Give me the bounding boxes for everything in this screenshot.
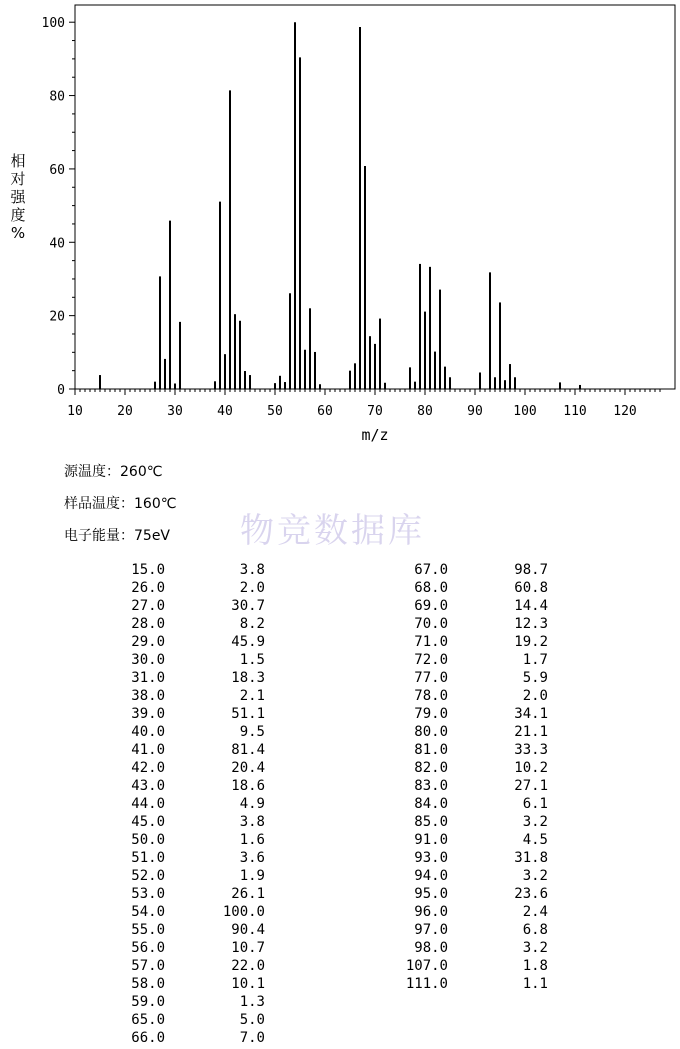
peak-row xyxy=(378,921,548,939)
peak-intensity: 1.9 xyxy=(239,868,265,884)
peak-intensity: 3.8 xyxy=(239,562,265,578)
sample-temperature: 样品温度：160℃ xyxy=(64,496,177,512)
peak-mz: 30.0 xyxy=(131,652,165,668)
peak-intensity: 2.0 xyxy=(239,580,265,596)
peak-row xyxy=(378,687,548,705)
peak-table-right xyxy=(378,561,548,993)
peak-row xyxy=(378,885,548,903)
peak-row xyxy=(95,759,265,777)
peak-mz: 26.0 xyxy=(131,580,165,596)
peak-row xyxy=(95,579,265,597)
y-axis-label-char: 强 xyxy=(10,188,26,206)
peak-row xyxy=(378,723,548,741)
peak-mz: 41.0 xyxy=(131,742,165,758)
peak-row xyxy=(95,615,265,633)
peak-row xyxy=(95,705,265,723)
peak-intensity: 10.7 xyxy=(231,940,265,956)
peak-row xyxy=(95,813,265,831)
peak-row xyxy=(378,579,548,597)
peak-intensity: 6.1 xyxy=(522,796,548,812)
peak-intensity: 3.8 xyxy=(239,814,265,830)
y-tick-label: 80 xyxy=(49,89,65,105)
peak-intensity: 51.1 xyxy=(231,706,265,722)
peak-intensity: 2.1 xyxy=(239,688,265,704)
peak-mz: 15.0 xyxy=(131,562,165,578)
peak-row xyxy=(378,777,548,795)
x-axis-label: m/z xyxy=(361,426,389,444)
peak-mz: 44.0 xyxy=(131,796,165,812)
peak-row xyxy=(95,651,265,669)
peak-mz: 80.0 xyxy=(414,724,448,740)
x-tick-label: 10 xyxy=(67,404,83,419)
y-axis-label xyxy=(8,152,28,242)
x-tick-label: 70 xyxy=(367,404,383,419)
peak-intensity: 2.0 xyxy=(522,688,548,704)
peak-intensity: 14.4 xyxy=(514,598,548,614)
peak-row xyxy=(378,597,548,615)
peak-mz: 55.0 xyxy=(131,922,165,938)
peak-row xyxy=(95,957,265,975)
peak-row xyxy=(378,975,548,993)
peak-row xyxy=(95,561,265,579)
peak-row xyxy=(95,723,265,741)
peak-mz: 40.0 xyxy=(131,724,165,740)
peak-mz: 59.0 xyxy=(131,994,165,1010)
y-tick-label: 20 xyxy=(49,309,65,325)
peak-row xyxy=(95,867,265,885)
peak-mz: 51.0 xyxy=(131,850,165,866)
peak-intensity: 3.6 xyxy=(239,850,265,866)
peak-row xyxy=(95,885,265,903)
peak-mz: 28.0 xyxy=(131,616,165,632)
peak-mz: 31.0 xyxy=(131,670,165,686)
peak-row xyxy=(378,849,548,867)
peak-intensity: 8.2 xyxy=(239,616,265,632)
peak-mz: 56.0 xyxy=(131,940,165,956)
peak-mz: 107.0 xyxy=(405,958,448,974)
peak-row xyxy=(95,975,265,993)
peak-mz: 91.0 xyxy=(414,832,448,848)
x-tick-label: 30 xyxy=(167,404,183,419)
y-axis-label-char: 相 xyxy=(10,152,26,170)
peak-row xyxy=(95,741,265,759)
peak-intensity: 1.7 xyxy=(522,652,548,668)
peak-mz: 84.0 xyxy=(414,796,448,812)
y-axis-label-char: 度 xyxy=(10,206,26,224)
peak-mz: 81.0 xyxy=(414,742,448,758)
peak-intensity: 20.4 xyxy=(231,760,265,776)
peak-mz: 58.0 xyxy=(131,976,165,992)
x-tick-label: 50 xyxy=(267,404,283,419)
y-axis-label-char: % xyxy=(10,224,26,242)
peak-mz: 52.0 xyxy=(131,868,165,884)
electron-energy: 电子能量：75eV xyxy=(64,528,171,544)
peak-row xyxy=(95,849,265,867)
watermark: 物竞数据库 xyxy=(240,511,425,551)
peak-intensity: 2.4 xyxy=(522,904,548,920)
peak-mz: 95.0 xyxy=(414,886,448,902)
peak-row xyxy=(95,939,265,957)
peak-mz: 111.0 xyxy=(405,976,448,992)
peak-mz: 29.0 xyxy=(131,634,165,650)
peak-row xyxy=(95,921,265,939)
peak-row xyxy=(378,867,548,885)
peak-intensity: 4.9 xyxy=(239,796,265,812)
peak-intensity: 1.8 xyxy=(522,958,548,974)
peak-row xyxy=(378,939,548,957)
x-tick-label: 20 xyxy=(117,404,133,419)
peak-row xyxy=(378,957,548,975)
peak-intensity: 6.8 xyxy=(522,922,548,938)
peak-intensity: 3.2 xyxy=(522,814,548,830)
peak-mz: 70.0 xyxy=(414,616,448,632)
peak-mz: 43.0 xyxy=(131,778,165,794)
peak-row xyxy=(378,651,548,669)
peak-row xyxy=(95,597,265,615)
peak-mz: 83.0 xyxy=(414,778,448,794)
peak-intensity: 30.7 xyxy=(231,598,265,614)
peak-intensity: 10.2 xyxy=(514,760,548,776)
peak-row xyxy=(95,669,265,687)
peak-mz: 72.0 xyxy=(414,652,448,668)
peak-intensity: 90.4 xyxy=(231,922,265,938)
peak-row xyxy=(378,633,548,651)
plot-frame xyxy=(75,5,675,389)
peak-row xyxy=(378,813,548,831)
peak-row xyxy=(95,687,265,705)
mass-spectrum-chart xyxy=(0,0,680,420)
peak-intensity: 98.7 xyxy=(514,562,548,578)
peak-row xyxy=(378,615,548,633)
peak-row xyxy=(378,903,548,921)
peak-mz: 66.0 xyxy=(131,1030,165,1046)
peak-mz: 82.0 xyxy=(414,760,448,776)
peak-intensity: 1.1 xyxy=(522,976,548,992)
peak-row xyxy=(95,633,265,651)
peak-intensity: 7.0 xyxy=(239,1030,265,1046)
peak-mz: 93.0 xyxy=(414,850,448,866)
peak-intensity: 1.6 xyxy=(239,832,265,848)
peak-row xyxy=(95,1029,265,1047)
peak-intensity: 23.6 xyxy=(514,886,548,902)
peak-mz: 27.0 xyxy=(131,598,165,614)
peak-mz: 77.0 xyxy=(414,670,448,686)
x-tick-label: 120 xyxy=(613,404,637,419)
peak-intensity: 81.4 xyxy=(231,742,265,758)
peak-mz: 71.0 xyxy=(414,634,448,650)
peak-mz: 79.0 xyxy=(414,706,448,722)
peak-mz: 97.0 xyxy=(414,922,448,938)
peak-intensity: 1.5 xyxy=(239,652,265,668)
peak-mz: 94.0 xyxy=(414,868,448,884)
peak-mz: 50.0 xyxy=(131,832,165,848)
peak-intensity: 60.8 xyxy=(514,580,548,596)
peak-intensity: 12.3 xyxy=(514,616,548,632)
peak-row xyxy=(378,669,548,687)
peak-mz: 57.0 xyxy=(131,958,165,974)
peak-intensity: 4.5 xyxy=(522,832,548,848)
peak-row xyxy=(95,903,265,921)
peak-row xyxy=(378,705,548,723)
peak-mz: 67.0 xyxy=(414,562,448,578)
peak-intensity: 18.6 xyxy=(231,778,265,794)
peak-row xyxy=(95,1011,265,1029)
peak-intensity: 34.1 xyxy=(514,706,548,722)
peak-intensity: 3.2 xyxy=(522,940,548,956)
peak-mz: 38.0 xyxy=(131,688,165,704)
peak-intensity: 5.9 xyxy=(522,670,548,686)
x-tick-label: 100 xyxy=(513,404,537,419)
peak-mz: 53.0 xyxy=(131,886,165,902)
x-tick-label: 60 xyxy=(317,404,333,419)
peak-mz: 78.0 xyxy=(414,688,448,704)
y-tick-label: 0 xyxy=(57,383,65,398)
peak-intensity: 3.2 xyxy=(522,868,548,884)
peak-intensity: 10.1 xyxy=(231,976,265,992)
peak-table-left xyxy=(95,561,265,1047)
peak-row xyxy=(378,759,548,777)
peak-intensity: 100.0 xyxy=(222,904,265,920)
peak-intensity: 31.8 xyxy=(514,850,548,866)
x-tick-label: 80 xyxy=(417,404,433,419)
y-tick-label: 100 xyxy=(41,16,65,32)
x-tick-label: 110 xyxy=(563,404,587,419)
peak-intensity: 21.1 xyxy=(514,724,548,740)
peak-mz: 54.0 xyxy=(131,904,165,920)
peak-intensity: 5.0 xyxy=(239,1012,265,1028)
peak-row xyxy=(378,831,548,849)
y-tick-label: 60 xyxy=(49,162,65,178)
peak-row xyxy=(378,795,548,813)
peak-intensity: 22.0 xyxy=(231,958,265,974)
peak-row xyxy=(378,561,548,579)
peak-mz: 68.0 xyxy=(414,580,448,596)
peak-row xyxy=(95,795,265,813)
peak-intensity: 18.3 xyxy=(231,670,265,686)
peak-intensity: 33.3 xyxy=(514,742,548,758)
peak-intensity: 45.9 xyxy=(231,634,265,650)
peak-row xyxy=(95,777,265,795)
peak-mz: 65.0 xyxy=(131,1012,165,1028)
peak-mz: 45.0 xyxy=(131,814,165,830)
peak-mz: 42.0 xyxy=(131,760,165,776)
peak-row xyxy=(95,831,265,849)
y-tick-label: 40 xyxy=(49,236,65,252)
peak-intensity: 1.3 xyxy=(239,994,265,1010)
peak-mz: 85.0 xyxy=(414,814,448,830)
peak-mz: 96.0 xyxy=(414,904,448,920)
source-temperature: 源温度：260℃ xyxy=(64,464,163,480)
peak-mz: 39.0 xyxy=(131,706,165,722)
y-axis-label-char: 对 xyxy=(10,170,26,188)
peak-row xyxy=(378,741,548,759)
x-tick-label: 90 xyxy=(467,404,483,419)
peak-mz: 69.0 xyxy=(414,598,448,614)
peak-intensity: 9.5 xyxy=(239,724,265,740)
x-tick-label: 40 xyxy=(217,404,233,419)
peak-intensity: 26.1 xyxy=(231,886,265,902)
peak-intensity: 27.1 xyxy=(514,778,548,794)
peak-mz: 98.0 xyxy=(414,940,448,956)
peak-row xyxy=(95,993,265,1011)
peak-intensity: 19.2 xyxy=(514,634,548,650)
